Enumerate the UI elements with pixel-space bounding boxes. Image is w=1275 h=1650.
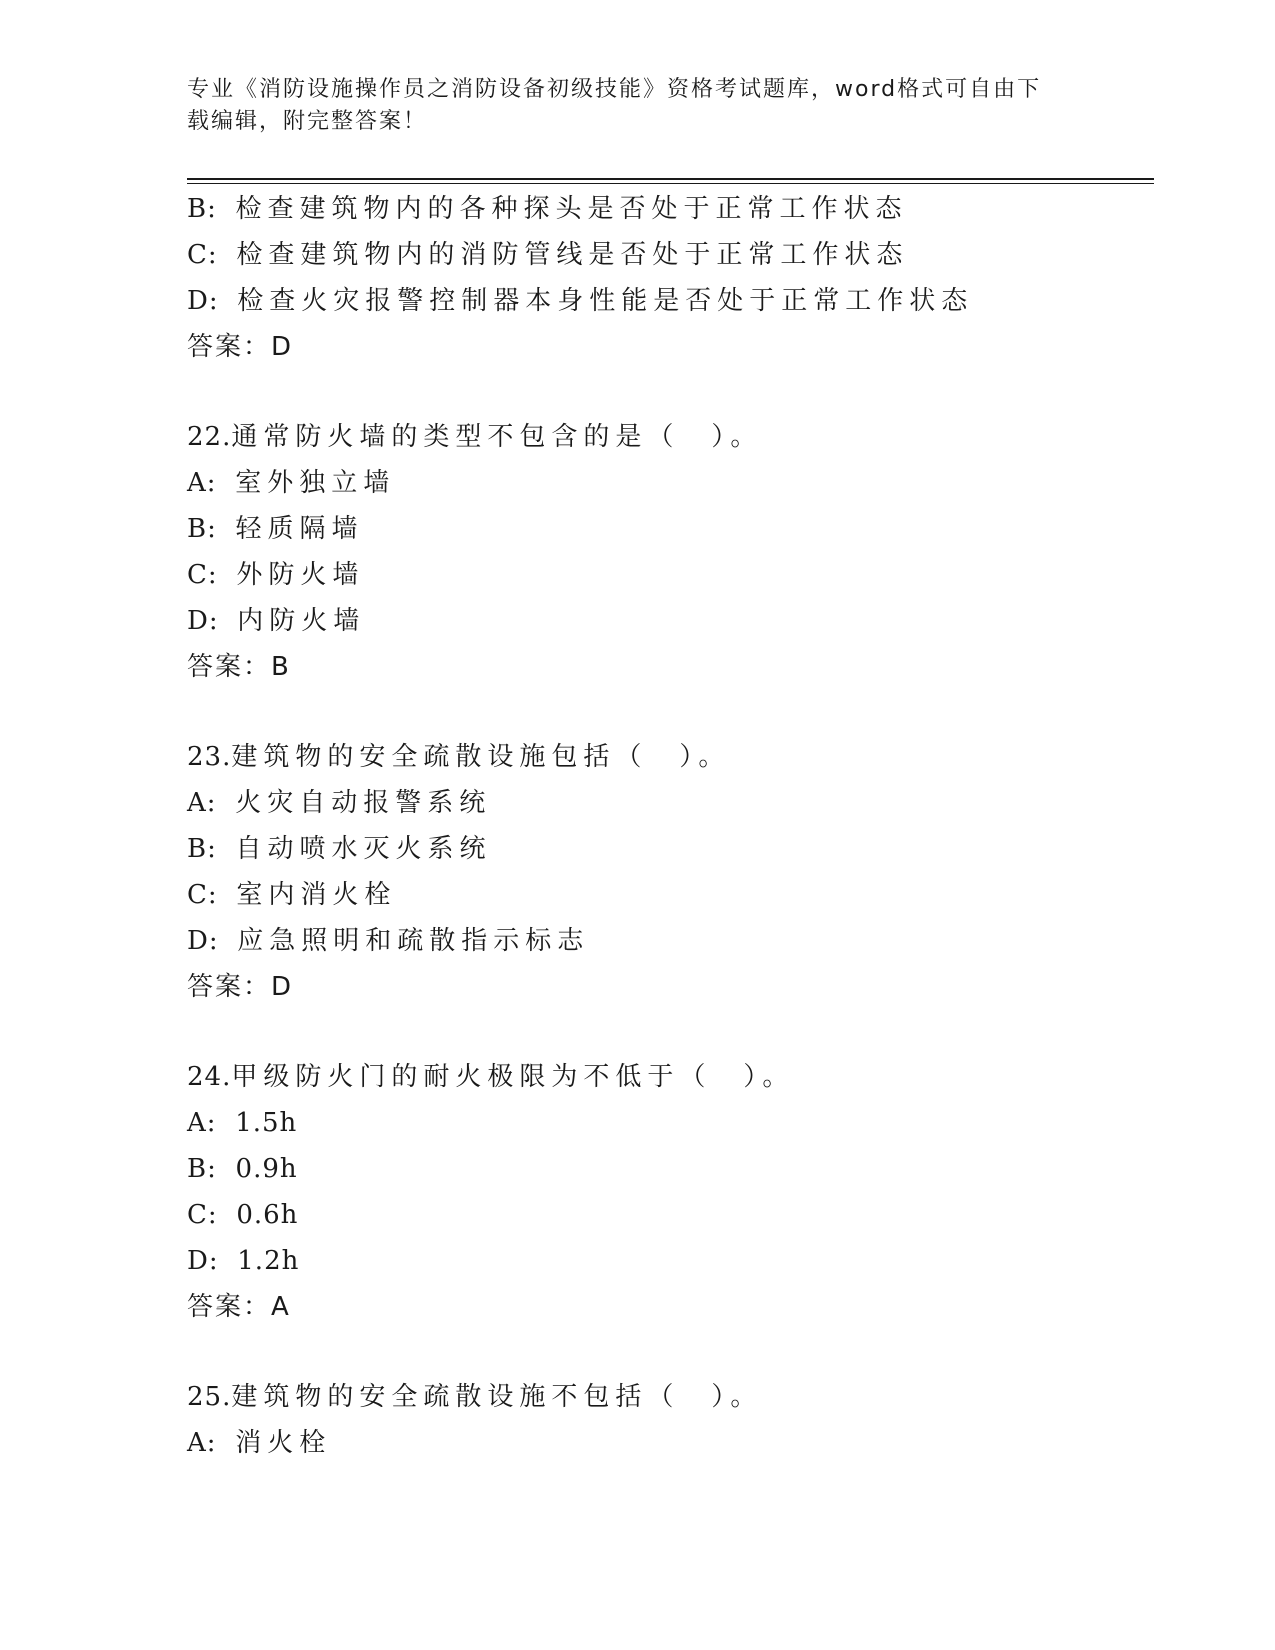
option-b — [187, 1146, 1147, 1192]
option-text: 0.9h — [235, 1154, 298, 1184]
option-text: 检查建筑物内的各种探头是否处于正常工作状态 — [235, 194, 908, 224]
option-label: B: — [187, 194, 217, 224]
option-d — [187, 918, 1147, 964]
option-b — [187, 186, 1147, 232]
answer-line: 答案：A — [187, 1292, 291, 1322]
option-d — [187, 278, 1147, 324]
header-divider-thick — [187, 178, 1154, 180]
option-text: 火灾自动报警系统 — [235, 788, 492, 818]
option-a — [187, 780, 1147, 826]
answer-line: 答案：D — [187, 332, 294, 362]
option-text: 室内消火栓 — [236, 880, 397, 910]
question-text: 建筑物的安全疏散设施包括（ ）。 — [231, 742, 731, 772]
option-d — [187, 598, 1147, 644]
question-23 — [187, 734, 1147, 1010]
option-text: 外防火墙 — [236, 560, 365, 590]
question-number: 23. — [187, 742, 232, 772]
option-c — [187, 232, 1147, 278]
option-c — [187, 1192, 1147, 1238]
option-text: 检查建筑物内的消防管线是否处于正常工作状态 — [236, 240, 909, 270]
option-b — [187, 506, 1147, 552]
question-number: 22. — [187, 422, 232, 452]
question-24 — [187, 1054, 1147, 1330]
option-label: A: — [187, 468, 217, 498]
option-b — [187, 826, 1147, 872]
question-text: 通常防火墙的类型不包含的是（ ）。 — [231, 422, 763, 452]
question-stem — [187, 414, 1147, 460]
option-label: B: — [187, 834, 217, 864]
option-d — [187, 1238, 1147, 1284]
option-label: A: — [187, 1428, 217, 1458]
header-divider-thin — [187, 183, 1154, 184]
option-label: D: — [187, 1246, 219, 1276]
header-line-1: 专业《消防设施操作员之消防设备初级技能》资格考试题库，word格式可自由下 — [187, 77, 1042, 102]
question-text: 建筑物的安全疏散设施不包括（ ）。 — [231, 1382, 763, 1412]
option-text: 室外独立墙 — [235, 468, 396, 498]
option-text: 检查火灾报警控制器本身性能是否处于正常工作状态 — [237, 286, 974, 316]
document-header — [187, 74, 1087, 138]
option-text: 0.6h — [236, 1200, 299, 1230]
answer-line: 答案：D — [187, 972, 294, 1002]
header-line-2: 载编辑，附完整答案！ — [187, 109, 428, 134]
option-label: A: — [187, 788, 217, 818]
question-25 — [187, 1374, 1147, 1466]
option-label: C: — [187, 240, 218, 270]
option-text: 内防火墙 — [237, 606, 366, 636]
option-text: 轻质隔墙 — [235, 514, 364, 544]
option-label: A: — [187, 1108, 217, 1138]
option-label: D: — [187, 926, 219, 956]
option-text: 1.5h — [235, 1108, 298, 1138]
option-c — [187, 552, 1147, 598]
option-text: 1.2h — [237, 1246, 300, 1276]
option-a — [187, 1420, 1147, 1466]
option-label: B: — [187, 514, 217, 544]
question-stem — [187, 734, 1147, 780]
prev-question-block — [187, 186, 1147, 370]
option-label: C: — [187, 880, 218, 910]
question-text: 甲级防火门的耐火极限为不低于（ ）。 — [231, 1062, 795, 1092]
question-number: 24. — [187, 1062, 232, 1092]
question-stem — [187, 1374, 1147, 1420]
option-label: C: — [187, 1200, 218, 1230]
option-a — [187, 460, 1147, 506]
option-text: 应急照明和疏散指示标志 — [237, 926, 590, 956]
option-text: 自动喷水灭火系统 — [235, 834, 492, 864]
option-a — [187, 1100, 1147, 1146]
question-list — [187, 186, 1147, 1466]
option-text: 消火栓 — [235, 1428, 332, 1458]
answer-line: 答案：B — [187, 652, 291, 682]
question-number: 25. — [187, 1382, 232, 1412]
option-c — [187, 872, 1147, 918]
question-stem — [187, 1054, 1147, 1100]
question-22 — [187, 414, 1147, 690]
option-label: D: — [187, 606, 219, 636]
option-label: D: — [187, 286, 219, 316]
option-label: C: — [187, 560, 218, 590]
option-label: B: — [187, 1154, 217, 1184]
